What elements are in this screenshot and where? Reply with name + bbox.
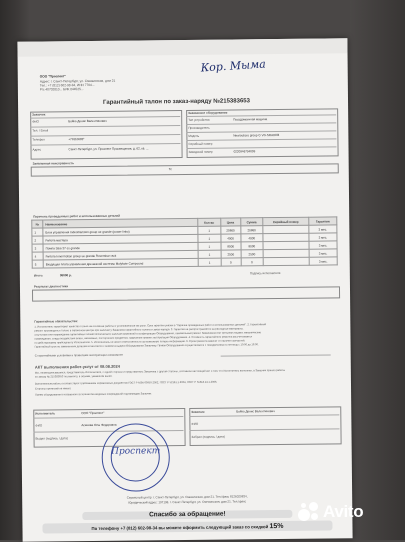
row-sum: 8000	[241, 242, 263, 250]
customer-address-value: Санкт-Петербург, ул. Проспект Просвещения, д. 62, кв. ...	[68, 146, 149, 152]
col-price: Цена	[220, 218, 240, 226]
act-line-5: Прием оборудования в исправном состоянии без видимых повреждений подтверждаю Заказчик	[35, 392, 152, 397]
row-number: 2	[32, 236, 43, 244]
act-line-1: Мы, нижеподписавшиеся, представитель Исполнителя, с одной стороны и представитель Заказчика с другой стороны, составили настоящий акт о том, что Исполнитель выполнил, а Заказчик принял работы	[34, 368, 286, 375]
row-warranty: 3 мес.	[309, 225, 337, 233]
warranty-text-4: повреждения, следы воздействия влаги, насекомых, посторонних предметов; нарушение правил эксплуатации Оборудования. 4. Стоимость гарантийного ремонта рассчитывается	[34, 335, 253, 341]
executor-label: Исполнитель	[35, 411, 56, 416]
row-number: 5	[32, 260, 43, 268]
total-value: 36000 р.	[59, 273, 72, 278]
fault-value: Тс	[168, 167, 172, 172]
warranty-text-3: отсутствие или повреждение гарантийных пломб Исполнителя; наличие изменений в конфигурации Оборудования, самовольный ремонт Заказчиком или третьими лицами; механические	[34, 331, 261, 337]
handwritten-note: Кор. Мыма	[200, 57, 267, 75]
customer-sign-label: Заказчик	[191, 409, 205, 414]
equipment-maker-label: Производитель	[188, 125, 210, 130]
col-number: №	[32, 220, 43, 228]
promo-discount: 15%	[269, 522, 284, 531]
row-name: Входящая плата управления дренажной системы Molykote Compound	[43, 258, 198, 268]
warranty-text-2: ремонт производится только в сервисном центре при наличии у Заказчика гарантийного талона и заказ-наряда. 3. Гарантия не распространяется на расходные материалы,	[34, 327, 244, 333]
equipment-type-label: Тип устройства	[188, 117, 210, 122]
equipment-model-label: Модель	[188, 133, 200, 138]
work-section-label: Перечень проведенных работ и использованных деталей	[33, 213, 120, 219]
row-name: Помпа Siba 37-ss grande	[43, 242, 198, 252]
warranty-heading: Гарантийные обязательства:	[34, 319, 79, 324]
col-warranty: Гарантия	[309, 217, 337, 225]
equipment-serial-label: Серийный номер	[188, 141, 213, 146]
row-warranty: 3 мес.	[309, 249, 337, 257]
background-right-shadow	[350, 0, 405, 540]
act-heading: АКТ выполнения работ-услуг от 08.08.2024	[34, 363, 120, 370]
equipment-factory-label: Заводской номер	[188, 149, 213, 154]
row-number: 1	[32, 228, 43, 236]
warranty-note: С гарантийными условиями и правилами эксплуатации ознакомлен	[34, 352, 123, 358]
row-sum: 4000	[241, 234, 263, 242]
row-qty: 1	[198, 226, 221, 234]
company-stamp	[101, 423, 170, 492]
equipment-model-value: Nearoubcro group G VG-SRAHKB	[233, 133, 280, 138]
promo-text: По телефону +7 (812) 602-98-34 вы можете оформить следующий заказ со скидкой	[91, 524, 269, 531]
executor-fio-label: ФИО	[35, 423, 43, 428]
customer-phone-label: Телефон	[32, 137, 45, 142]
col-name: Наименование	[43, 218, 198, 228]
row-sum: 20860	[240, 226, 262, 234]
equipment-factory-value: 0220946794009	[233, 149, 256, 154]
warranty-text-6: Гарантийный срок по замененным деталям исчисляется с момента выдачи Оборудования Заказчику. Приём Оборудования осуществляется с понедельника по пятницу с 10:00 до 19:00.	[34, 343, 259, 349]
row-qty: 1	[198, 258, 221, 266]
executor-sign-label: Подпись исполнителя	[249, 271, 281, 276]
issued-sign-label: Выдал (подпись / дата)	[35, 436, 68, 441]
equipment-type-value: Посудомоечная машина	[233, 117, 268, 122]
row-number: 3	[32, 244, 43, 252]
header-address: Адрес: г. Санкт-Петербург, ул. Смежинская, дом 21	[39, 78, 116, 84]
row-warranty: 3 мес.	[309, 241, 337, 249]
row-qty: 1	[198, 250, 221, 258]
col-sum: Сумма	[240, 218, 262, 226]
warranty-text-5: по действующему прейскуранту Исполнителя. 5. Исполнитель не несет ответственности за возможную потерю информации. 6. Сроки ремонта зависят от наличия запчастей.	[34, 339, 246, 345]
executor-fio-value: Асанова Олы Федоровна	[81, 422, 117, 428]
row-serial	[263, 257, 309, 265]
row-warranty: 3 мес.	[309, 233, 337, 241]
work-table	[31, 213, 337, 268]
act-line-4: Стороны претензий не имеют.	[35, 387, 72, 391]
row-name: Блок управления Indesit/ariston group ue grande (power linko)	[43, 226, 198, 236]
footer-legal-address: Юридический адрес: 197198, г. Санкт-Петербург, ул. Смежинская, дом 21. Тел./факс	[128, 499, 247, 505]
row-name: Работа мастера	[43, 234, 198, 244]
header-bank: Р/с 40702810... БИК 044525...	[39, 87, 84, 92]
row-price: 20860	[221, 226, 241, 234]
row-number: 4	[32, 252, 43, 260]
warranty-text-1: 1. Исполнитель гарантирует качество только на основные работы и установленные им узлы. Срок гарантии указан в "Перечне проведенных работ и использованных деталей". 2. Гарантийный	[34, 323, 267, 329]
warranty-document	[17, 38, 352, 541]
row-price: 0	[221, 258, 241, 266]
act-line-2: по заказу № 215383653 по ремонту, в объеме, указанном выше.	[34, 374, 113, 379]
col-serial: Серийный номер	[263, 217, 309, 225]
stamp-inner-ring	[110, 432, 160, 482]
row-qty: 1	[198, 242, 221, 250]
row-sum: 2500	[241, 250, 263, 258]
customer-address-label: Адрес	[32, 147, 42, 152]
act-line-3: Выполненные работы соответствуют требованиям нормативных документов ГОСТ Р МЭК 60950-2002, ГОСТ Р 52161.1-2004, ГОСТ Р 51318.14.1-2006.	[34, 380, 218, 386]
header-phone: Тел.: +7 (812) 602-98-34, ИНН 7704...	[39, 82, 95, 88]
sheet-top-edge	[17, 38, 347, 56]
executor-value: ООО "Проспект"	[81, 410, 105, 416]
stamp-text: Проспект	[111, 446, 161, 457]
diagnostic-label: Результат диагностики	[33, 284, 69, 289]
customer-fio-label: ФИО	[32, 119, 40, 124]
avito-logo-icon	[298, 501, 320, 523]
customer-fio-value: Бойко Денис Валентинович	[68, 118, 107, 124]
row-qty: 1	[198, 234, 221, 242]
customer-phone-value: +79110683*	[68, 137, 85, 142]
customer-fio-label-2: ФИО	[191, 421, 199, 426]
avito-wordmark: Avito	[323, 502, 364, 521]
footer-service-center: Сервисный центр: г. Санкт-Петербург, ул. Смежинская, дом 21. Тел./факс 8126029834,	[126, 494, 248, 500]
customer-section-label: Заказчик	[32, 112, 46, 117]
col-qty: Кол-во	[198, 218, 221, 226]
row-name: Работа Innermotion group ue grande Rovembar rack	[43, 250, 198, 260]
row-price: 4000	[221, 234, 241, 242]
customer-sign-value: Бойко Денис Валентинович	[236, 409, 275, 414]
fault-box	[31, 163, 339, 176]
equipment-section-label: Заказанное оборудование	[188, 110, 228, 115]
fault-label: Заявленная неисправность	[32, 161, 74, 166]
row-sum: 0	[241, 258, 263, 266]
header-company: ООО "Проспект"	[39, 74, 66, 79]
customer-email-label: Тел. / Email	[32, 128, 49, 133]
row-price: 2500	[221, 250, 241, 258]
avito-watermark	[298, 500, 363, 524]
document-title: Гарантийный талон по заказ-наряду №215383653	[103, 98, 250, 106]
total-label: Итого:	[33, 273, 44, 278]
received-sign-label: Забрал (подпись / дата)	[191, 434, 225, 439]
diagnostic-box	[32, 286, 340, 301]
row-price: 8000	[221, 242, 241, 250]
footer-thanks: Спасибо за обращение!	[149, 510, 226, 519]
row-warranty: 3 мес.	[309, 257, 337, 265]
